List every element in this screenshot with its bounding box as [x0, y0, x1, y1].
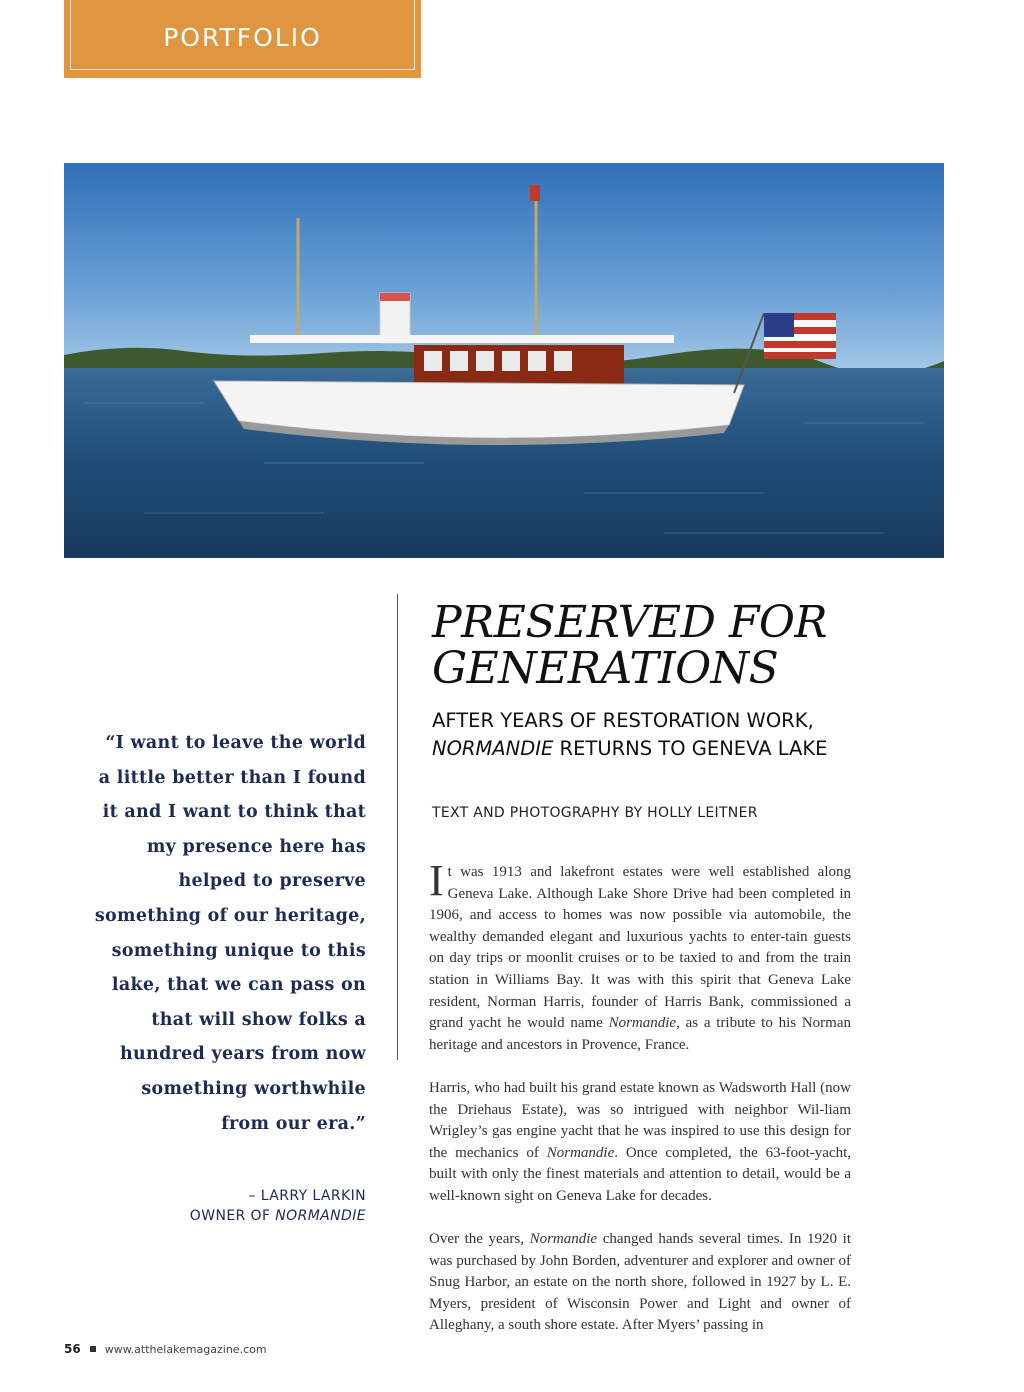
section-tab: [64, 0, 421, 78]
pull-quote: “I want to leave the world a little better than I found it and I want to think that my presence here has helped to preserve something of our heritage, something unique to this lake, that we can pass on that will show folks a hundred years from now something worthwhile from our era.”: [94, 733, 366, 1134]
attribution-role: OWNER OF NORMANDIE: [189, 1208, 366, 1224]
section-tab-frame: [70, 0, 415, 70]
page-footer: [64, 1342, 267, 1356]
article-headline: PRESERVED FOR GENERATIONS: [432, 597, 828, 694]
article-body: [429, 856, 852, 1359]
square-bullet-icon: [90, 1346, 96, 1352]
flag-icon: [764, 313, 836, 359]
article-byline: TEXT AND PHOTOGRAPHY BY HOLLY LEITNER: [432, 805, 758, 821]
boat-photo: [64, 163, 944, 558]
column-divider: [397, 594, 398, 1060]
attribution-name: – LARRY LARKIN: [248, 1188, 366, 1204]
quote-attribution: [120, 1186, 366, 1226]
website-link[interactable]: www.atthelakemagazine.com: [104, 1342, 267, 1356]
paragraph-3: Over the years, Normandie changed hands several times. In 1920 it was purchased by John Borden, adventurer and explorer and owner of Snug Harbor, an estate on the north shore, followed in 1927 by L. E. Myers, president of Wisconsin Power and Light and owner of Alleghany, a south shore estate. After Myers’ passing in: [429, 1231, 851, 1334]
article-subhead: AFTER YEARS OF RESTORATION WORK, NORMANDIE RETURNS TO GENEVA LAKE: [432, 709, 828, 760]
drop-cap: I: [429, 856, 444, 905]
paragraph-1: It was 1913 and lakefront estates were well established along Geneva Lake. Although Lake Shore Drive had been completed in 1906, and access to homes was now possible via automobile, the wealthy demanded elegant and luxurious yachts to enter-tain guests on day trips or moonlit cruises or to be taxied to and from the train station in Williams Bay. It was with this spirit that Geneva Lake resident, Norman Harris, founder of Harris Bank, commissioned a grand yacht he would name Normandie, as a tribute to his Norman heritage and ancestors in Provence, France.: [429, 856, 852, 1053]
boat-name: NORMANDIE: [275, 1208, 366, 1224]
page-number: 56: [64, 1342, 81, 1356]
section-label: PORTFOLIO: [163, 23, 322, 52]
boat-photo-illustration: [64, 163, 944, 558]
paragraph-2: Harris, who had built his grand estate known as Wadsworth Hall (now the Driehaus Estate), was so intrigued with neighbor Wil-liam Wrigley’s gas engine yacht that he was inspired to use this design for the mechanics of Normandie. Once completed, the 63-foot-yacht, built with only the finest materials and attention to detail, would be a well-known sight on Geneva Lake for decades.: [429, 1079, 852, 1204]
